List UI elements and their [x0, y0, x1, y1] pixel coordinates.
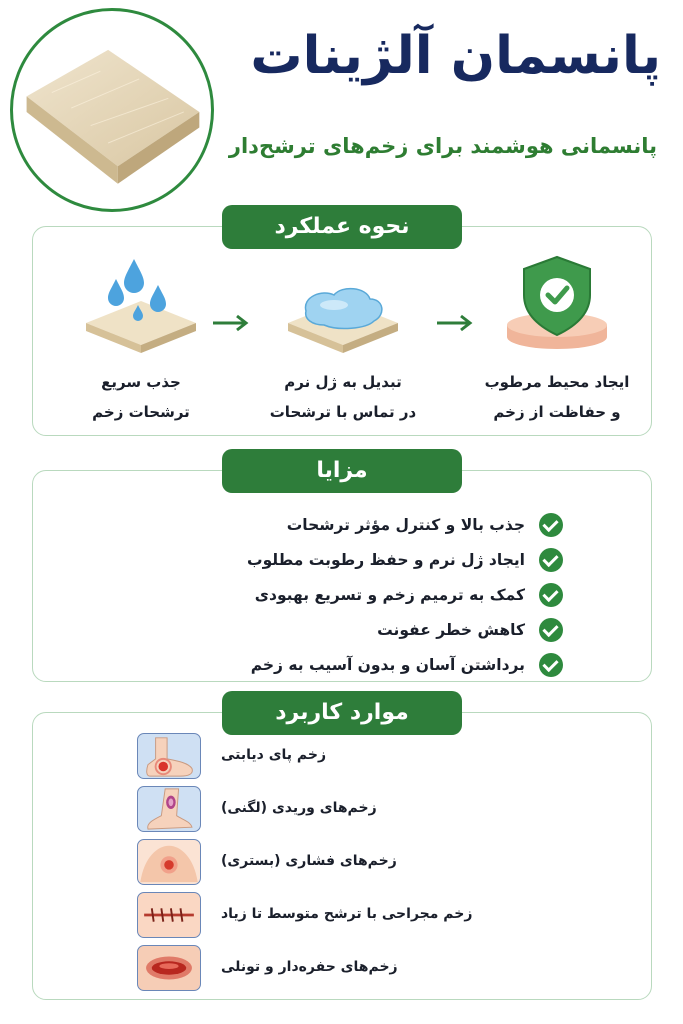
diabetic-foot-icon — [137, 733, 201, 779]
list-item — [137, 892, 473, 940]
venous-leg-ulcer-icon — [137, 786, 201, 832]
cavity-wound-icon — [137, 945, 201, 991]
advantage-text: کمک به ترمیم زخم و تسریع بهبودی — [254, 585, 525, 604]
list-item — [247, 542, 563, 577]
advantage-text: جذب بالا و کنترل مؤثر ترشحات — [286, 515, 525, 534]
list-item — [137, 786, 397, 834]
gel-on-pad-icon — [278, 253, 408, 353]
step-gel-text — [263, 367, 423, 427]
list-item — [137, 945, 397, 993]
step-protect — [477, 253, 637, 427]
how-it-works-panel — [32, 214, 652, 436]
pressure-ulcer-icon — [137, 839, 201, 885]
uses-panel — [32, 700, 652, 1000]
advantage-text: کاهش خطر عفونت — [377, 620, 525, 639]
advantage-text: ایجاد ژل نرم و حفظ رطوبت مطلوب — [247, 550, 525, 569]
how-it-works-steps — [33, 253, 651, 433]
arrow-right-icon — [435, 313, 475, 333]
page-title: پانسمان آلژینات — [250, 26, 661, 86]
alginate-pad-image — [10, 8, 214, 212]
step-gel — [263, 253, 423, 427]
uses-heading: موارد کاربرد — [222, 691, 462, 735]
step-absorb-line1: جذب سریع — [101, 373, 181, 391]
list-item — [247, 612, 563, 647]
shield-check-icon — [492, 253, 622, 353]
advantages-list — [247, 507, 563, 682]
step-absorb-text — [61, 367, 221, 427]
surgical-incision-icon — [137, 892, 201, 938]
advantages-heading: مزایا — [222, 449, 462, 493]
arrow-right-icon — [211, 313, 251, 333]
water-drops-on-pad-icon — [76, 253, 206, 353]
advantage-text: برداشتن آسان و بدون آسیب به زخم — [250, 655, 525, 674]
check-circle-icon — [539, 618, 563, 642]
step-protect-line1: ایجاد محیط مرطوب — [484, 373, 630, 391]
step-gel-line2: در تماس با ترشحات — [269, 403, 417, 421]
check-circle-icon — [539, 653, 563, 677]
page-subtitle: پانسمانی هوشمند برای زخم‌های ترشح‌دار — [228, 134, 657, 158]
step-protect-text — [477, 367, 637, 427]
step-protect-line2: و حفاظت از زخم — [493, 403, 621, 421]
header — [0, 0, 683, 200]
use-label: زخم مجراحی با ترشح متوسط تا زیاد — [221, 906, 473, 922]
list-item — [247, 577, 563, 612]
use-label: زخم‌های وریدی (لگنی) — [221, 800, 377, 816]
step-absorb — [61, 253, 221, 427]
use-label: زخم‌های فشاری (بستری) — [221, 853, 397, 869]
check-circle-icon — [539, 513, 563, 537]
use-label: زخم پای دیابتی — [221, 747, 327, 763]
step-gel-line1: تبدیل به ژل نرم — [284, 373, 402, 391]
check-circle-icon — [539, 548, 563, 572]
how-it-works-heading: نحوه عملکرد — [222, 205, 462, 249]
list-item — [137, 839, 397, 887]
step-absorb-line2: ترشحات زخم — [92, 403, 190, 421]
list-item — [137, 733, 397, 781]
list-item — [247, 647, 563, 682]
list-item — [247, 507, 563, 542]
use-label: زخم‌های حفره‌دار و تونلی — [221, 959, 398, 975]
check-circle-icon — [539, 583, 563, 607]
advantages-panel — [32, 458, 652, 682]
